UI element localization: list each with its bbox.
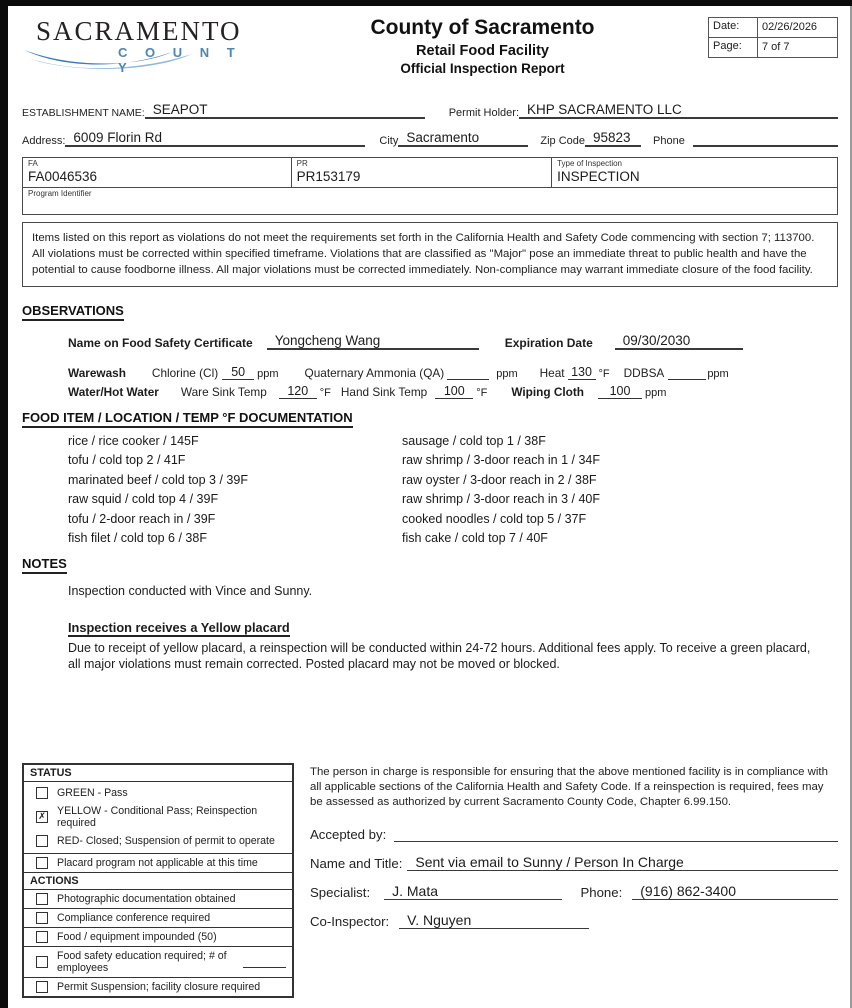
ware-sink-field[interactable]: 120 — [279, 385, 317, 399]
document-titles — [257, 14, 708, 76]
food-item: tofu / 2-door reach in / 39F — [68, 511, 216, 526]
zip-label: Zip Code — [540, 135, 586, 147]
permit-holder-label: Permit Holder: — [448, 107, 520, 119]
city-field[interactable]: Sacramento — [398, 130, 528, 147]
observations-heading: OBSERVATIONS — [22, 303, 124, 321]
violations-disclaimer: Items listed on this report as violations do not meet the requirements set forth in the California Health and Safety Code commencing with section 7; 113700. All violations must be corrected within specified timeframe. Violations that are classified as "Major" pose an immediate threat to public health and have the potential to cause foodborne illness. All major violations must be corrected immediately. Non-compliance may warrant immediate closure of the food facility. — [22, 222, 838, 287]
food-item: raw shrimp / 3-door reach in 1 / 34F — [402, 453, 600, 468]
heat-field[interactable]: 130 — [568, 366, 596, 380]
hand-sink-field[interactable]: 100 — [435, 385, 473, 399]
observations-section — [22, 302, 838, 399]
food-items-section — [22, 409, 838, 549]
action-food-safety-education[interactable]: Food safety education required; # of employees — [24, 947, 292, 978]
food-item: marinated beef / cold top 3 / 39F — [68, 472, 248, 487]
food-items-heading: FOOD ITEM / LOCATION / TEMP °F DOCUMENTATION — [22, 410, 353, 428]
heat-unit: °F — [598, 367, 610, 380]
food-item: raw shrimp / 3-door reach in 3 / 40F — [402, 492, 600, 507]
ware-sink-label: Ware Sink Temp — [180, 384, 267, 399]
status-option-green[interactable]: GREEN - Pass — [24, 784, 292, 802]
ware-sink-unit: °F — [319, 386, 331, 399]
warewash-row — [68, 366, 838, 380]
status-option-placard-na[interactable]: Placard program not applicable at this time — [24, 854, 292, 873]
status-option-red[interactable]: RED- Closed; Suspension of permit to operate — [24, 832, 292, 850]
date-page-table — [708, 17, 838, 58]
checkbox-icon[interactable] — [36, 835, 48, 847]
action-food-impounded[interactable]: Food / equipment impounded (50) — [24, 928, 292, 947]
pr-cell — [292, 158, 552, 187]
name-title-label: Name and Title: — [310, 856, 403, 872]
qa-field[interactable] — [447, 379, 489, 380]
ddbsa-label: DDBSA — [623, 365, 665, 380]
action-compliance-conference[interactable]: Compliance conference required — [24, 909, 292, 928]
expiration-date-label: Expiration Date — [504, 335, 593, 350]
pr-label: PR — [296, 159, 308, 168]
wiping-cloth-label: Wiping Cloth — [511, 384, 584, 399]
logo-text-county: C O U N T Y — [118, 45, 242, 75]
accepted-by-row — [310, 826, 838, 842]
checkbox-icon[interactable] — [36, 893, 48, 905]
action-permit-suspension[interactable]: Permit Suspension; facility closure required — [24, 978, 292, 996]
document-subtitle-1: Retail Food Facility — [416, 43, 549, 59]
date-label: Date: — [709, 18, 758, 37]
actions-header: ACTIONS — [24, 873, 292, 890]
zip-field[interactable]: 95823 — [585, 130, 641, 147]
document-subtitle-2: Official Inspection Report — [400, 61, 565, 76]
address-row — [22, 130, 838, 147]
page-label: Page: — [709, 38, 758, 57]
inspector-phone-label: Phone: — [580, 885, 623, 901]
co-inspector-label: Co-Inspector: — [310, 914, 390, 930]
food-item: raw squid / cold top 4 / 39F — [68, 492, 219, 507]
status-header: STATUS — [24, 765, 292, 782]
status-option-yellow[interactable]: ✗ YELLOW - Conditional Pass; Reinspection required — [24, 802, 292, 832]
sacramento-county-logo — [22, 14, 257, 76]
program-identifier-cell — [23, 187, 837, 214]
notes-line: Inspection conducted with Vince and Sunny. — [68, 583, 313, 598]
ddbsa-unit: ppm — [707, 367, 729, 380]
inspection-type-cell — [552, 158, 837, 187]
checkbox-icon[interactable] — [36, 981, 48, 993]
warewash-label: Warewash — [68, 365, 126, 380]
food-item: tofu / cold top 2 / 41F — [68, 453, 186, 468]
fa-value: FA0046536 — [28, 169, 98, 184]
hand-sink-unit: °F — [476, 386, 488, 399]
address-field[interactable]: 6009 Florin Rd — [65, 130, 365, 147]
wiping-cloth-field[interactable]: 100 — [598, 385, 642, 399]
qa-label: Quaternary Ammonia (QA) — [304, 365, 445, 380]
specialist-field[interactable]: J. Mata — [384, 884, 562, 900]
fa-cell — [23, 158, 292, 187]
phone-label: Phone — [653, 135, 685, 147]
food-item: fish cake / cold top 7 / 40F — [402, 531, 548, 546]
co-inspector-row — [310, 913, 838, 929]
placard-heading: Inspection receives a Yellow placard — [68, 619, 290, 635]
action-photographic[interactable]: Photographic documentation obtained — [24, 890, 292, 909]
chlorine-unit: ppm — [257, 367, 279, 380]
establishment-name-label: ESTABLISHMENT NAME: — [22, 107, 145, 119]
placard-text: Due to receipt of yellow placard, a reinspection will be conducted within 24-72 hours. Additional fees apply. To receive a green placard, all major violations must remain corrected. Posted placard may not be moved or blocked. — [68, 640, 811, 672]
ddbsa-field[interactable] — [668, 379, 706, 380]
certificate-row — [68, 333, 838, 350]
heat-label: Heat — [539, 365, 565, 380]
food-item: raw oyster / 3-door reach in 2 / 38F — [402, 472, 597, 487]
facility-id-table — [22, 157, 838, 215]
name-title-row — [310, 855, 838, 871]
establishment-row — [22, 102, 838, 119]
inspector-phone-field[interactable]: (916) 862-3400 — [632, 884, 838, 900]
accepted-by-field[interactable] — [394, 826, 838, 842]
checkbox-checked-icon[interactable]: ✗ — [36, 811, 48, 823]
permit-holder-field[interactable]: KHP SACRAMENTO LLC — [519, 102, 838, 119]
expiration-date-field[interactable]: 09/30/2030 — [615, 333, 743, 350]
checkbox-icon[interactable] — [36, 956, 48, 968]
chlorine-field[interactable]: 50 — [222, 366, 254, 380]
notes-heading: NOTES — [22, 556, 67, 574]
certificate-field[interactable]: Yongcheng Wang — [267, 333, 479, 350]
food-items-right-column — [402, 432, 838, 549]
food-items-left-column — [22, 432, 402, 549]
city-label: City — [379, 135, 399, 147]
checkbox-icon[interactable] — [36, 931, 48, 943]
certificate-label: Name on Food Safety Certificate — [68, 335, 253, 350]
address-label: Address: — [22, 135, 66, 147]
notes-section — [22, 555, 838, 674]
document-title: County of Sacramento — [370, 16, 595, 39]
employees-count-field[interactable] — [243, 957, 286, 968]
footer-section — [22, 763, 838, 1000]
chlorine-label: Chlorine (Cl) — [151, 365, 219, 380]
inspection-type-label: Type of Inspection — [557, 159, 623, 168]
food-item: rice / rice cooker / 145F — [68, 433, 199, 448]
checkbox-icon[interactable] — [36, 912, 48, 924]
specialist-row — [310, 884, 838, 900]
qa-unit: ppm — [496, 367, 518, 380]
pr-value: PR153179 — [296, 169, 361, 184]
checkbox-icon[interactable] — [36, 787, 48, 799]
page-value: 7 of 7 — [762, 41, 790, 53]
signoff-section — [310, 763, 838, 998]
fa-label: FA — [28, 159, 38, 168]
checkbox-icon[interactable] — [36, 857, 48, 869]
hand-sink-label: Hand Sink Temp — [340, 384, 428, 399]
food-item: fish filet / cold top 6 / 38F — [68, 531, 207, 546]
status-actions-box — [22, 763, 294, 998]
establishment-name-field[interactable]: SEAPOT — [145, 102, 425, 119]
phone-field[interactable] — [693, 130, 838, 147]
co-inspector-field[interactable]: V. Nguyen — [399, 913, 589, 929]
water-label: Water/Hot Water — [68, 384, 159, 399]
food-item: cooked noodles / cold top 5 / 37F — [402, 511, 587, 526]
document-page — [8, 6, 852, 1008]
date-value: 02/26/2026 — [762, 21, 818, 33]
program-identifier-label: Program Identifier — [28, 189, 92, 198]
accepted-by-label: Accepted by: — [310, 827, 387, 843]
specialist-label: Specialist: — [310, 885, 371, 901]
logo-text-sacramento: SACRAMENTO — [36, 16, 242, 46]
food-item: sausage / cold top 1 / 38F — [402, 433, 546, 448]
water-row — [68, 385, 838, 399]
compliance-text: The person in charge is responsible for ensuring that the above mentioned facility is in compliance with all applicable sections of the California Health and Safety Code. If a reinspection is required, fees may be assessed as authorized by current Sacramento County Code, Chapter 6.99.150. — [310, 766, 828, 808]
wiping-cloth-unit: ppm — [645, 386, 667, 399]
inspection-type-value: INSPECTION — [557, 169, 640, 184]
name-title-field[interactable]: Sent via email to Sunny / Person In Charge — [407, 855, 838, 871]
report-header — [22, 14, 838, 76]
